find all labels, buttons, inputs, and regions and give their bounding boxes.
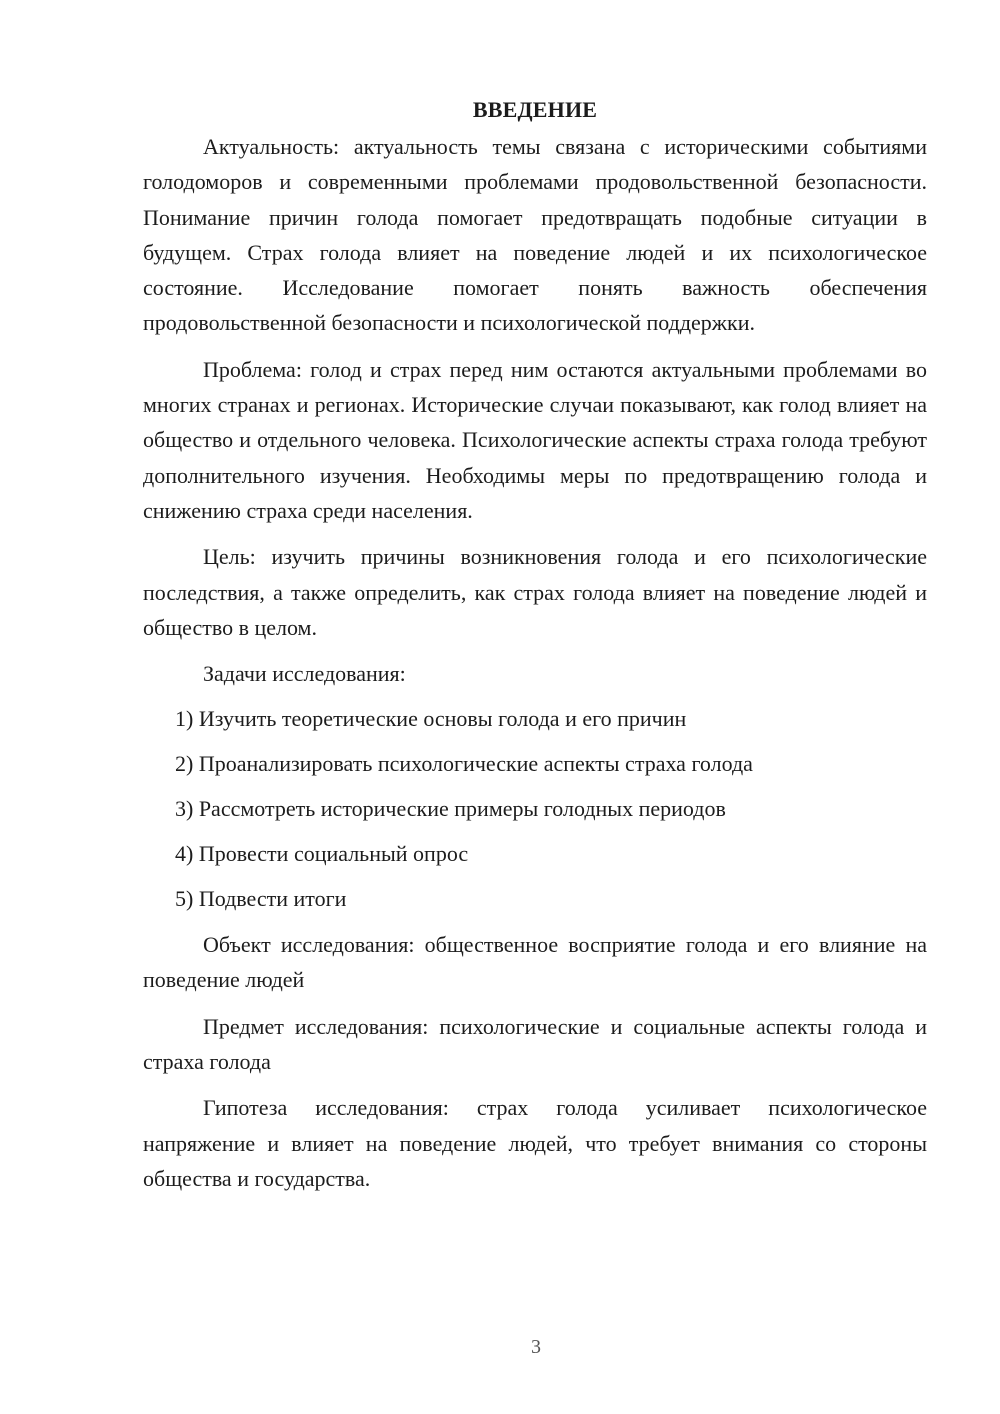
paragraph-goal: Цель: изучить причины возникновения голода и его психологические последствия, а также определить, как страх голода влияет на поведение людей и общество в целом. (143, 544, 927, 640)
paragraph-problem: Проблема: голод и страх перед ним остаются актуальными проблемами во многих странах и регионах. Исторические случаи показывают, как голод влияет на общество и отдельного человека. Психологические аспекты страха голода требуют дополнительного изучения. Необходимы меры по предотвращению голода и снижению страха среди населения. (143, 356, 927, 523)
list-item: 2) Проанализировать психологические аспекты страха голода (175, 751, 753, 777)
tasks-label: Задачи исследования: (203, 661, 406, 687)
section-heading: ВВЕДЕНИЕ (472, 97, 598, 122)
list-item: 4) Провести социальный опрос (175, 841, 469, 867)
page-number: 3 (531, 1336, 541, 1358)
list-item: 3) Рассмотреть исторические примеры голодных периодов (175, 796, 726, 822)
paragraph-object: Объект исследования: общественное восприятие голода и его влияние на поведение людей (143, 932, 927, 993)
list-item: 1) Изучить теоретические основы голода и его причин (175, 706, 687, 732)
document-page (143, 92, 927, 1207)
paragraph-hypothesis: Гипотеза исследования: страх голода усиливает психологическое напряжение и влияет на поведение людей, что требует внимания со стороны общества и государства. (143, 1095, 927, 1191)
paragraph-subject: Предмет исследования: психологические и социальные аспекты голода и страха голода (143, 1013, 927, 1075)
list-item: 5) Подвести итоги (175, 886, 347, 912)
paragraph-relevance: Актуальность: актуальность темы связана с историческими событиями голодоморов и современными проблемами продовольственной безопасности. Понимание причин голода помогает предотвращать подобные ситуации в будущем. Страх голода влияет на поведение людей и их психологическое состояние. Исследование помогает понять важность обеспечения продовольственной безопасности и психологической поддержки. (143, 134, 927, 336)
tasks-list (143, 701, 927, 916)
